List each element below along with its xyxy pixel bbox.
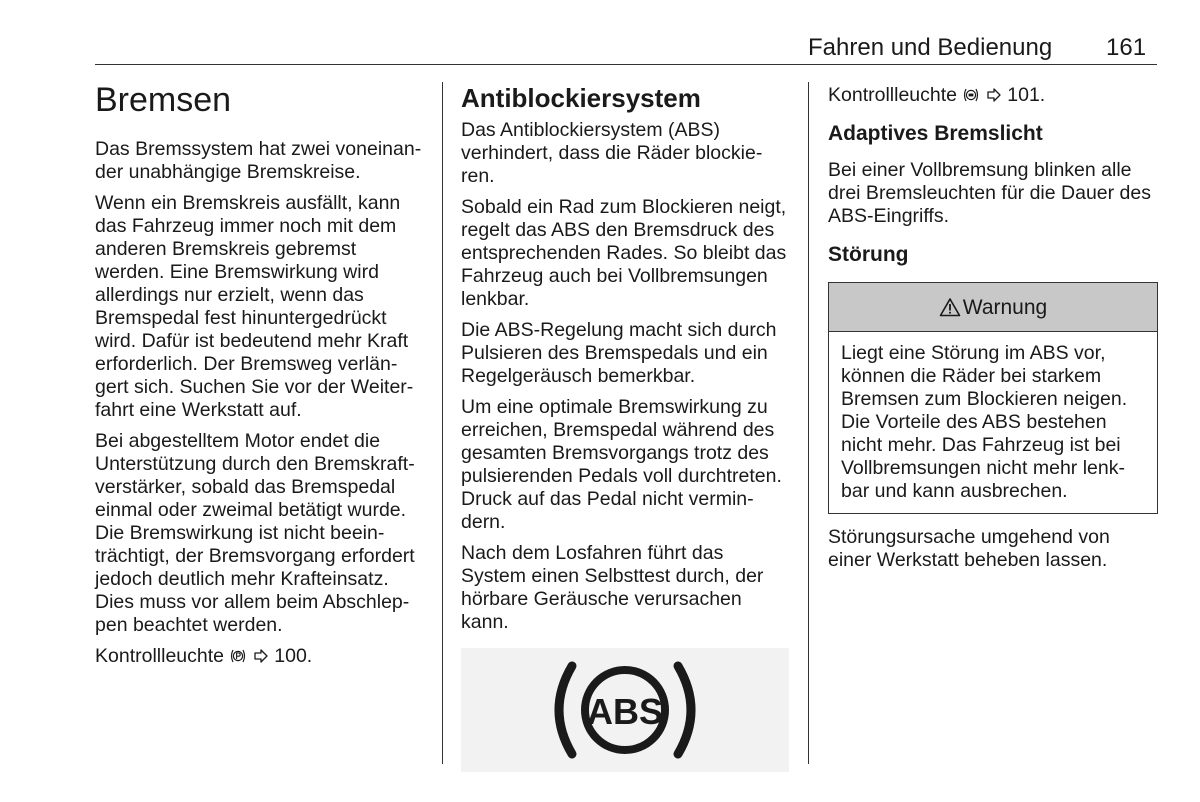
warning-header: [829, 283, 1157, 332]
warning-box: [828, 282, 1158, 514]
paragraph: Wenn ein Bremskreis ausfällt, kann das Fahrzeug immer noch mit dem anderen Bremskreis gebremst werden. Eine Bremswirkung wird allerdings nur erzielt, wenn das Bremspedal fest hinuntergedrückt wird. Dafür ist bedeutend mehr Kraft erforderlich. Der Bremsweg verlän-gert sich. Suchen Sie vor der Weiter-fahrt eine Werkstatt auf.: [95, 192, 414, 421]
column-divider: [442, 82, 443, 764]
paragraph: Das Antiblockiersystem (ABS) verhindert, dass die Räder blockie-ren.: [461, 119, 763, 187]
reference-page: 100.: [274, 645, 313, 667]
reference-page: 101.: [1007, 84, 1046, 106]
control-light-reference: [95, 645, 425, 668]
header-rule: [95, 64, 1157, 65]
page-reference-arrow-icon: [253, 647, 269, 663]
warning-text: Liegt eine Störung im ABS vor, können die Räder bei starkem Bremsen zum Blockieren neigen. Die Vorteile des ABS bestehen nicht mehr. Das Fahrzeug ist bei Vollbremsungen nicht mehr lenk-bar und kann ausbrechen.: [841, 342, 1128, 502]
reference-label: Kontrollleuchte: [828, 84, 957, 106]
column-divider: [808, 82, 809, 764]
paragraph: Die ABS-Regelung macht sich durch Pulsieren des Bremspedals und ein Regelgeräusch bemerkbar.: [461, 319, 777, 387]
section-heading-brakes: Bremsen: [95, 81, 232, 119]
reference-label: Kontrollleuchte: [95, 645, 224, 667]
abs-warning-icon: [962, 86, 980, 102]
control-light-reference: [828, 84, 1158, 107]
warning-triangle-icon: [939, 297, 961, 317]
column-abs-continued: [828, 84, 1158, 580]
paragraph: Bei einer Vollbremsung blinken alle drei Bremsleuchten für die Dauer des ABS-Eingriffs.: [828, 159, 1151, 227]
page-number: 161: [1106, 34, 1147, 61]
section-heading-abs: Antiblockiersystem: [461, 83, 701, 113]
paragraph: Um eine optimale Bremswirkung zu erreichen, Bremspedal während des gesamten Bremsvorgangs trotz des pulsierenden Pedals voll durchtreten. Druck auf das Pedal nicht vermin-dern.: [461, 396, 782, 533]
paragraph: Sobald ein Rad zum Blockieren neigt, regelt das ABS den Bremsdruck des entsprechenden Rades. So bleibt das Fahrzeug auch bei Vollbremsungen lenkbar.: [461, 196, 787, 310]
brake-warning-icon: [229, 647, 247, 663]
paragraph: Das Bremssystem hat zwei voneinan-der unabhängige Bremskreise.: [95, 138, 422, 183]
paragraph: Störungsursache umgehend von einer Werkstatt beheben lassen.: [828, 526, 1110, 571]
subheading-malfunction: Störung: [828, 243, 909, 266]
page-reference-arrow-icon: [986, 86, 1002, 102]
header-title: Fahren und Bedienung: [808, 34, 1053, 61]
abs-warning-light-illustration: [461, 648, 789, 772]
column-brakes: [95, 80, 425, 676]
paragraph: Nach dem Losfahren führt das System einen Selbsttest durch, der hörbare Geräusche verursachen kann.: [461, 542, 764, 633]
paragraph: Bei abgestelltem Motor endet die Unterstützung durch den Bremskraft-verstärker, sobald das Bremspedal einmal oder zweimal betätigt wurde. Die Bremswirkung ist nicht beein-trächtigt, der Bremsvorgang erfordert jedoch deutlich mehr Krafteinsatz. Dies muss vor allem beim Abschlep-pen beachtet werden.: [95, 430, 415, 636]
subheading-adaptive-brake-light: Adaptives Bremslicht: [828, 122, 1043, 145]
column-abs: [461, 82, 791, 772]
warning-title: Warnung: [962, 295, 1048, 319]
abs-illustration-text: ABS: [586, 691, 664, 732]
